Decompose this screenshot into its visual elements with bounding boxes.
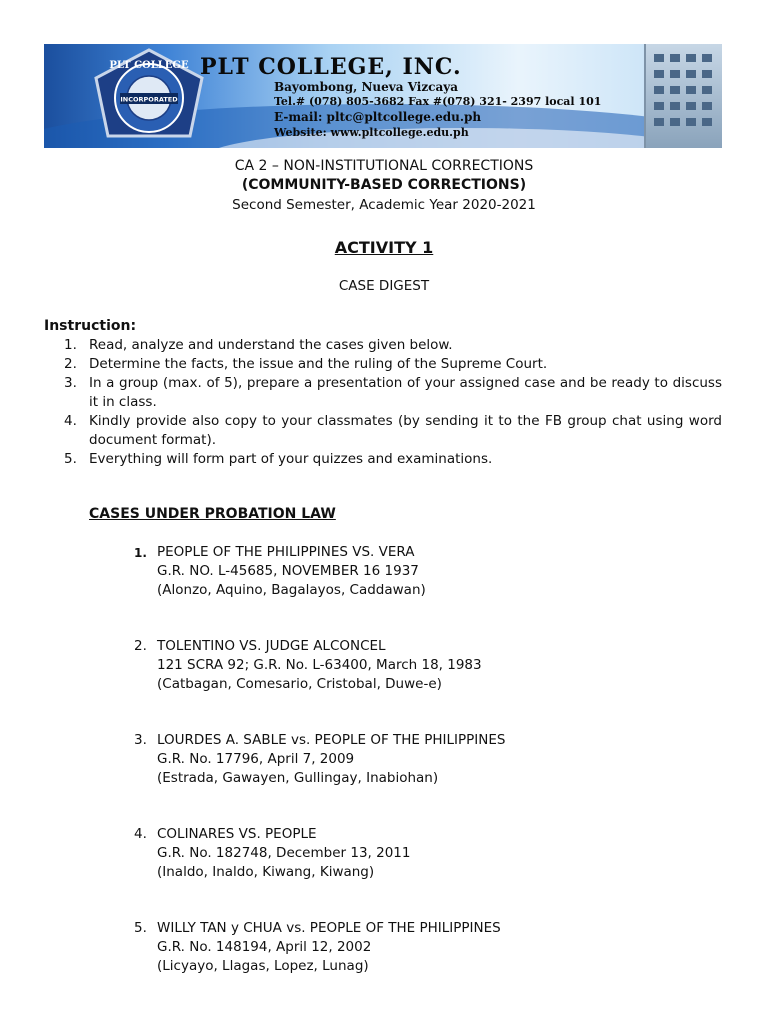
list-item xyxy=(64,336,722,355)
case-members: (Inaldo, Inaldo, Kiwang, Kiwang) xyxy=(157,864,375,880)
list-item-number: 2. xyxy=(64,356,77,372)
case-title: WILLY TAN y CHUA vs. PEOPLE OF THE PHILIPPINES xyxy=(157,920,501,936)
list-item xyxy=(64,374,722,412)
case-members: (Licyayo, Llagas, Lopez, Lunag) xyxy=(157,958,369,974)
case-members: (Catbagan, Comesario, Cristobal, Duwe-e) xyxy=(157,676,442,692)
course-term: Second Semester, Academic Year 2020-2021 xyxy=(232,197,536,213)
logo-text-middle: INCORPORATED xyxy=(120,95,178,104)
case-title: PEOPLE OF THE PHILIPPINES VS. VERA xyxy=(157,544,415,560)
case-item xyxy=(134,825,410,882)
case-title: COLINARES VS. PEOPLE xyxy=(157,826,317,842)
college-location: Bayombong, Nueva Vizcaya xyxy=(274,80,459,94)
case-item xyxy=(134,731,505,788)
list-item xyxy=(64,355,722,374)
case-members: (Estrada, Gawayen, Gullingay, Inabiohan) xyxy=(157,770,439,786)
college-name: PLT COLLEGE, INC. xyxy=(200,54,462,80)
list-item-number: 3. xyxy=(64,375,77,391)
case-number: 4. xyxy=(134,826,147,842)
case-number: 2. xyxy=(134,638,147,654)
list-item-text: In a group (max. of 5), prepare a presentation of your assigned case and be ready to discuss it in class. xyxy=(89,375,722,410)
college-banner xyxy=(44,44,722,148)
college-email: E-mail: pltc@pltcollege.edu.ph xyxy=(274,110,482,124)
course-subtitle: (COMMUNITY-BASED CORRECTIONS) xyxy=(241,177,527,193)
case-citation: G.R. NO. L-45685, NOVEMBER 16 1937 xyxy=(157,563,419,579)
list-item-number: 4. xyxy=(64,413,77,429)
instruction-label: Instruction: xyxy=(44,318,137,334)
list-item-text: Kindly provide also copy to your classmates (by sending it to the FB group chat using word document format). xyxy=(89,413,722,448)
case-item xyxy=(134,637,482,694)
list-item xyxy=(64,412,722,450)
instruction-list xyxy=(64,336,722,469)
list-item-number: 5. xyxy=(64,451,77,467)
college-telephone: Tel.# (078) 805-3682 Fax #(078) 321- 2397 local 101 xyxy=(274,95,602,108)
activity-type: CASE DIGEST xyxy=(338,278,430,294)
course-title: CA 2 – NON-INSTITUTIONAL CORRECTIONS xyxy=(234,158,534,174)
case-citation: 121 SCRA 92; G.R. No. L-63400, March 18, 1983 xyxy=(157,657,482,673)
college-seal-logo xyxy=(90,48,208,144)
list-item xyxy=(64,450,722,469)
cases-heading: CASES UNDER PROBATION LAW xyxy=(89,506,336,522)
case-number: 1. xyxy=(134,546,147,560)
case-citation: G.R. No. 17796, April 7, 2009 xyxy=(157,751,355,767)
case-citation: G.R. No. 182748, December 13, 2011 xyxy=(157,845,411,861)
case-title: LOURDES A. SABLE vs. PEOPLE OF THE PHILIPPINES xyxy=(157,732,506,748)
list-item-text: Determine the facts, the issue and the ruling of the Supreme Court. xyxy=(89,356,548,372)
list-item-number: 1. xyxy=(64,337,77,353)
case-item xyxy=(134,919,501,976)
activity-title: ACTIVITY 1 xyxy=(334,238,434,257)
case-title: TOLENTINO VS. JUDGE ALCONCEL xyxy=(157,638,386,654)
case-citation: G.R. No. 148194, April 12, 2002 xyxy=(157,939,372,955)
building-image xyxy=(644,44,722,148)
list-item-text: Read, analyze and understand the cases given below. xyxy=(89,337,453,353)
logo-text-top: PLT COLLEGE xyxy=(109,60,189,71)
case-number: 3. xyxy=(134,732,147,748)
case-number: 5. xyxy=(134,920,147,936)
college-website: Website: www.pltcollege.edu.ph xyxy=(274,126,469,139)
list-item-text: Everything will form part of your quizzes and examinations. xyxy=(89,451,493,467)
case-members: (Alonzo, Aquino, Bagalayos, Caddawan) xyxy=(157,582,426,598)
case-item xyxy=(134,543,426,600)
